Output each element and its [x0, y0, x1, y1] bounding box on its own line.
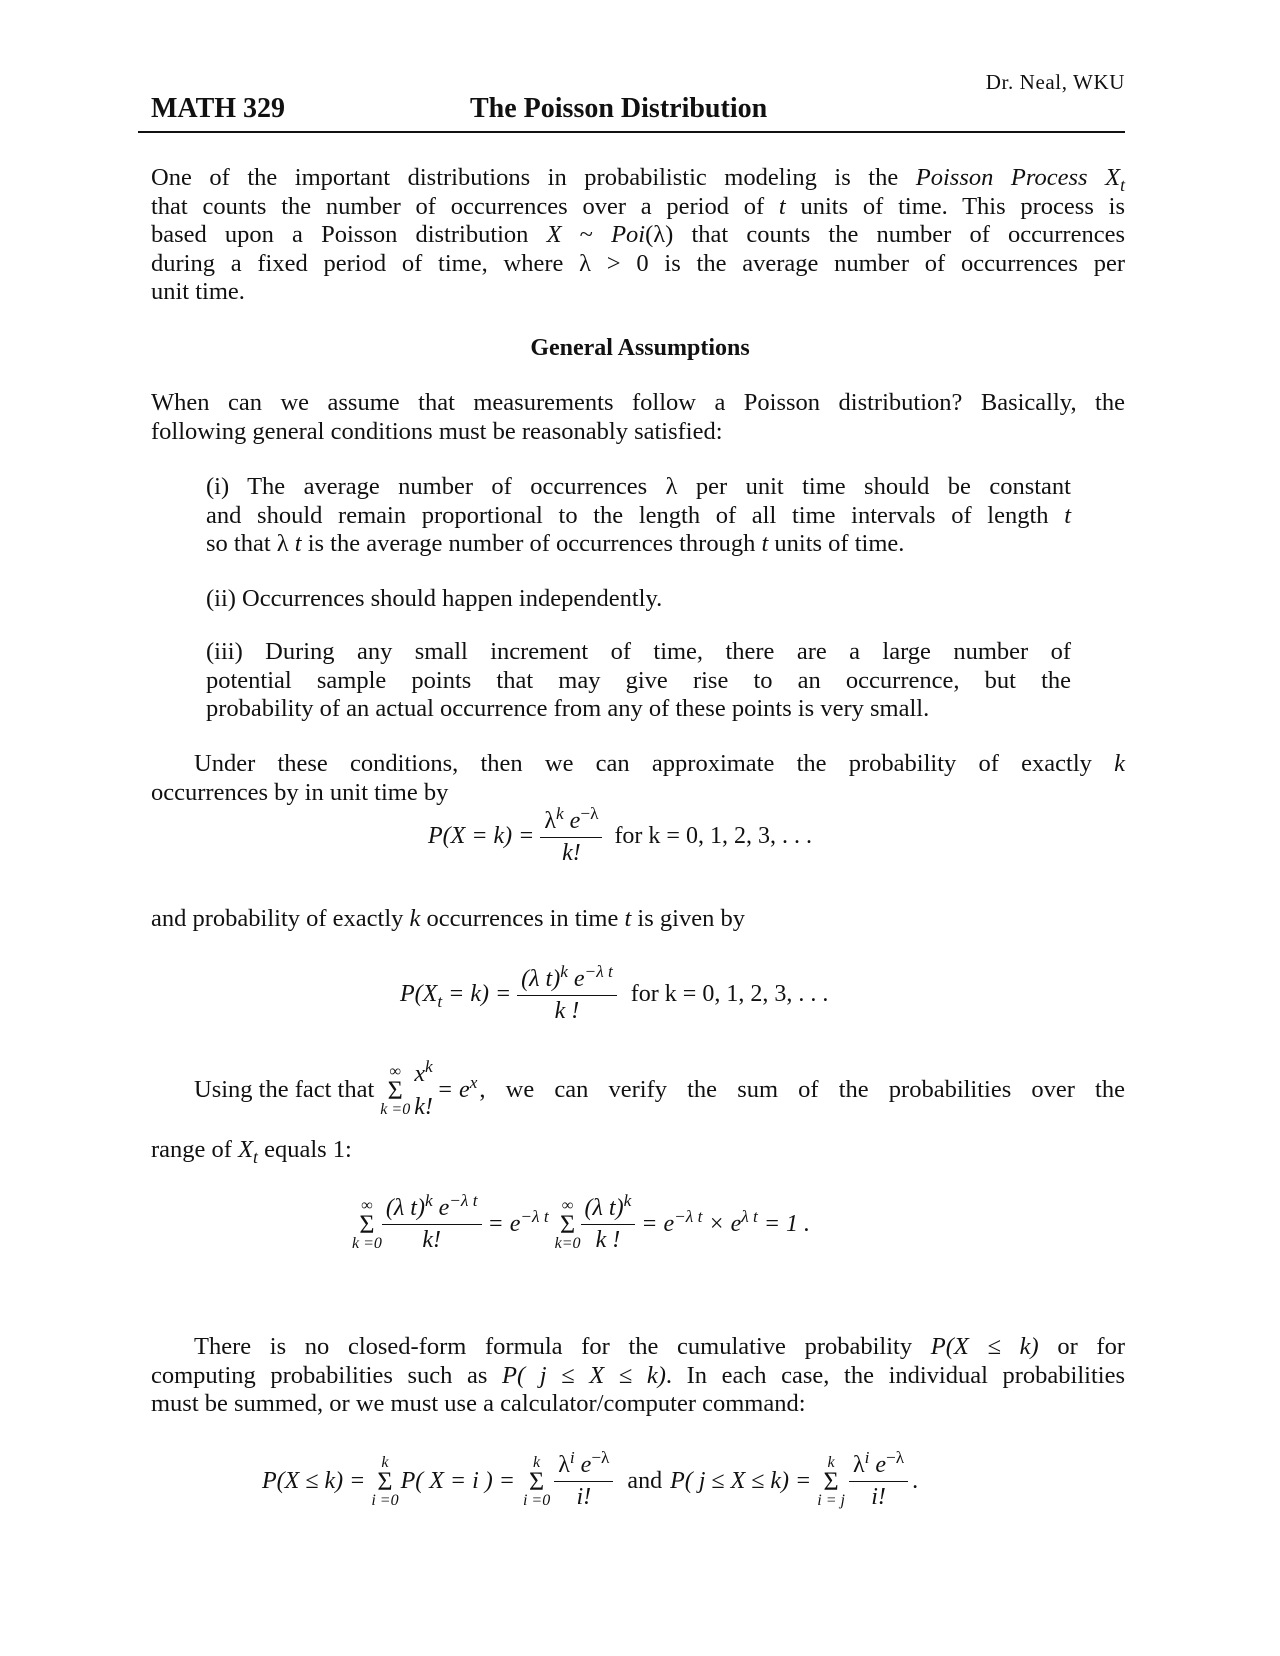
condition-i: (i) The average number of occurrences λ per unit time should be constant and should remain proportional to the length of all time intervals of length t so that λ t is the average number of occurrences through t units of time. — [206, 473, 1071, 557]
time-paragraph: and probability of exactly k occurrences in time t is given by — [151, 905, 745, 932]
formula-poisson-process: $P(X_t = k)$ = $\frac{(\lambda t)^k e^{-\lambda t}}{k !}$ for k = 0, 1, 2, 3, . . . — [400, 962, 829, 1024]
header-rule — [138, 131, 1125, 133]
section-heading: General Assumptions — [530, 335, 750, 361]
range-line: range of $X_t$ equals 1: — [151, 1136, 352, 1167]
course-code: MATH 329 — [151, 93, 286, 124]
condition-ii: (ii) Occurrences should happen independently. — [206, 585, 663, 612]
cumulative-paragraph: There is no closed-form formula for the cumulative probability P(X ≤ k) or for computing probabilities such as P( j ≤ X ≤ k). In each case, the individual probabilities must be summed, or we must use a calculator/computer command: — [151, 1333, 1126, 1417]
intro-paragraph: One of the important distributions in probabilistic modeling is the Poisson Process $X_t$ that counts the number of occurrences over a period of t units of time. This process is based upon a Poisson distribution X ~ Poi(λ) that counts the number of occurrences during a fixed period of time, where λ > 0 is the average number of occurrences per unit time. — [151, 164, 1126, 305]
sigma-series: ∞ Σ k =0 — [380, 1062, 411, 1118]
pmf-fraction: $\frac{\lambda^k e^{-\lambda}}{k!}$ — [540, 808, 602, 867]
process-fraction: $\frac{(\lambda t)^k e^{-\lambda t}}{k !}$ — [517, 966, 617, 1025]
assumptions-intro: When can we assume that measurements follow a Poisson distribution? Basically, the following general conditions must be reasonably satisfied: — [151, 389, 1125, 445]
series-fact: Using the fact that ∞ Σ k =0 $x^k$ k! = $e^x$ , we can verify the sum of the probabilities over the — [194, 1057, 1125, 1120]
approx-paragraph: Under these conditions, then we can approximate the probability of exactly k occurrences by in unit time by — [151, 750, 1125, 806]
page-title: The Poisson Distribution — [470, 93, 768, 124]
condition-iii: (iii) During any small increment of time, there are a large number of potential sample points that may give rise to an occurrence, but the probability of an actual occurrence from any of these points is very small. — [206, 638, 1071, 722]
author-note: Dr. Neal, WKU — [985, 70, 1125, 94]
formula-cumulative: P(X ≤ k) = k Σ i =0 P( X = i ) = k Σ i =0 $\frac{\lambda^i e^{-\lambda}}{i!}$ and P( j ≤ X ≤ k) = k Σ i = j $\frac{\lambda^i e^{-\lambda}}{i!}$ . — [262, 1448, 919, 1510]
formula-sum-equals-one: ∞ Σ k =0 $\frac{(\lambda t)^k e^{-\lambda t}}{k!}$ = $e^{-\lambda t}$ ∞ Σ k=0 $\frac{(\lambda t)^k}{k !}$ = $e^{-\lambda t} \times e^{\lambda t} = 1$ . — [352, 1191, 811, 1253]
formula-poisson-pmf: P(X = k) = $\frac{\lambda^k e^{-\lambda}}{k!}$ for k = 0, 1, 2, 3, . . . — [428, 804, 812, 866]
